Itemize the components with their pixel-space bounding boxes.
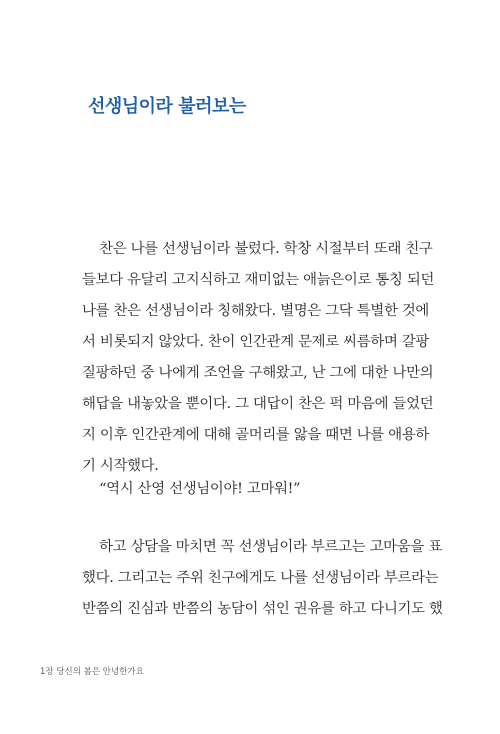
paragraph-line: 찬은 나를 선생님이라 불렀다. 학창 시절부터 또래 친구 xyxy=(82,241,433,257)
paragraph-2-quote xyxy=(82,474,422,505)
paragraph-line: “역시 산영 선생님이야! 고마워!” xyxy=(82,481,301,497)
paragraph-line: 하고 상담을 마치면 꼭 선생님이라 부르고는 고마움을 표 xyxy=(82,539,442,555)
paragraph-line: 기 시작했다. xyxy=(82,458,159,474)
paragraph-line: 반쯤의 진심과 반쯤의 농담이 섞인 권유를 하고 다니기도 했 xyxy=(82,601,443,617)
paragraph-line: 했다. 그리고는 주위 친구에게도 나를 선생님이라 부르라는 xyxy=(82,570,439,586)
paragraph-line: 지 이후 인간관계에 대해 골머리를 앓을 때면 나를 애용하 xyxy=(82,427,430,443)
paragraph-3 xyxy=(82,532,443,625)
paragraph-line: 나를 찬은 선생님이라 칭해왔다. 별명은 그닥 특별한 것에 xyxy=(82,303,430,319)
paragraph-line: 들보다 유달리 고지식하고 재미없는 애늙은이로 통칭 되던 xyxy=(82,272,435,288)
paragraph-line: 질팡하던 중 나에게 조언을 구해왔고, 난 그에 대한 나만의 xyxy=(82,365,434,381)
running-footer: 1장 당신의 봄은 안녕한가요 xyxy=(40,667,144,677)
paragraph-1 xyxy=(82,234,435,482)
chapter-title: 선생님이라 불러보는 xyxy=(88,96,246,117)
paragraph-line: 해답을 내놓았을 뿐이다. 그 대답이 찬은 퍽 마음에 들었던 xyxy=(82,396,434,412)
paragraph-line: 서 비롯되지 않았다. 찬이 인간관계 문제로 씨름하며 갈팡 xyxy=(82,334,430,350)
